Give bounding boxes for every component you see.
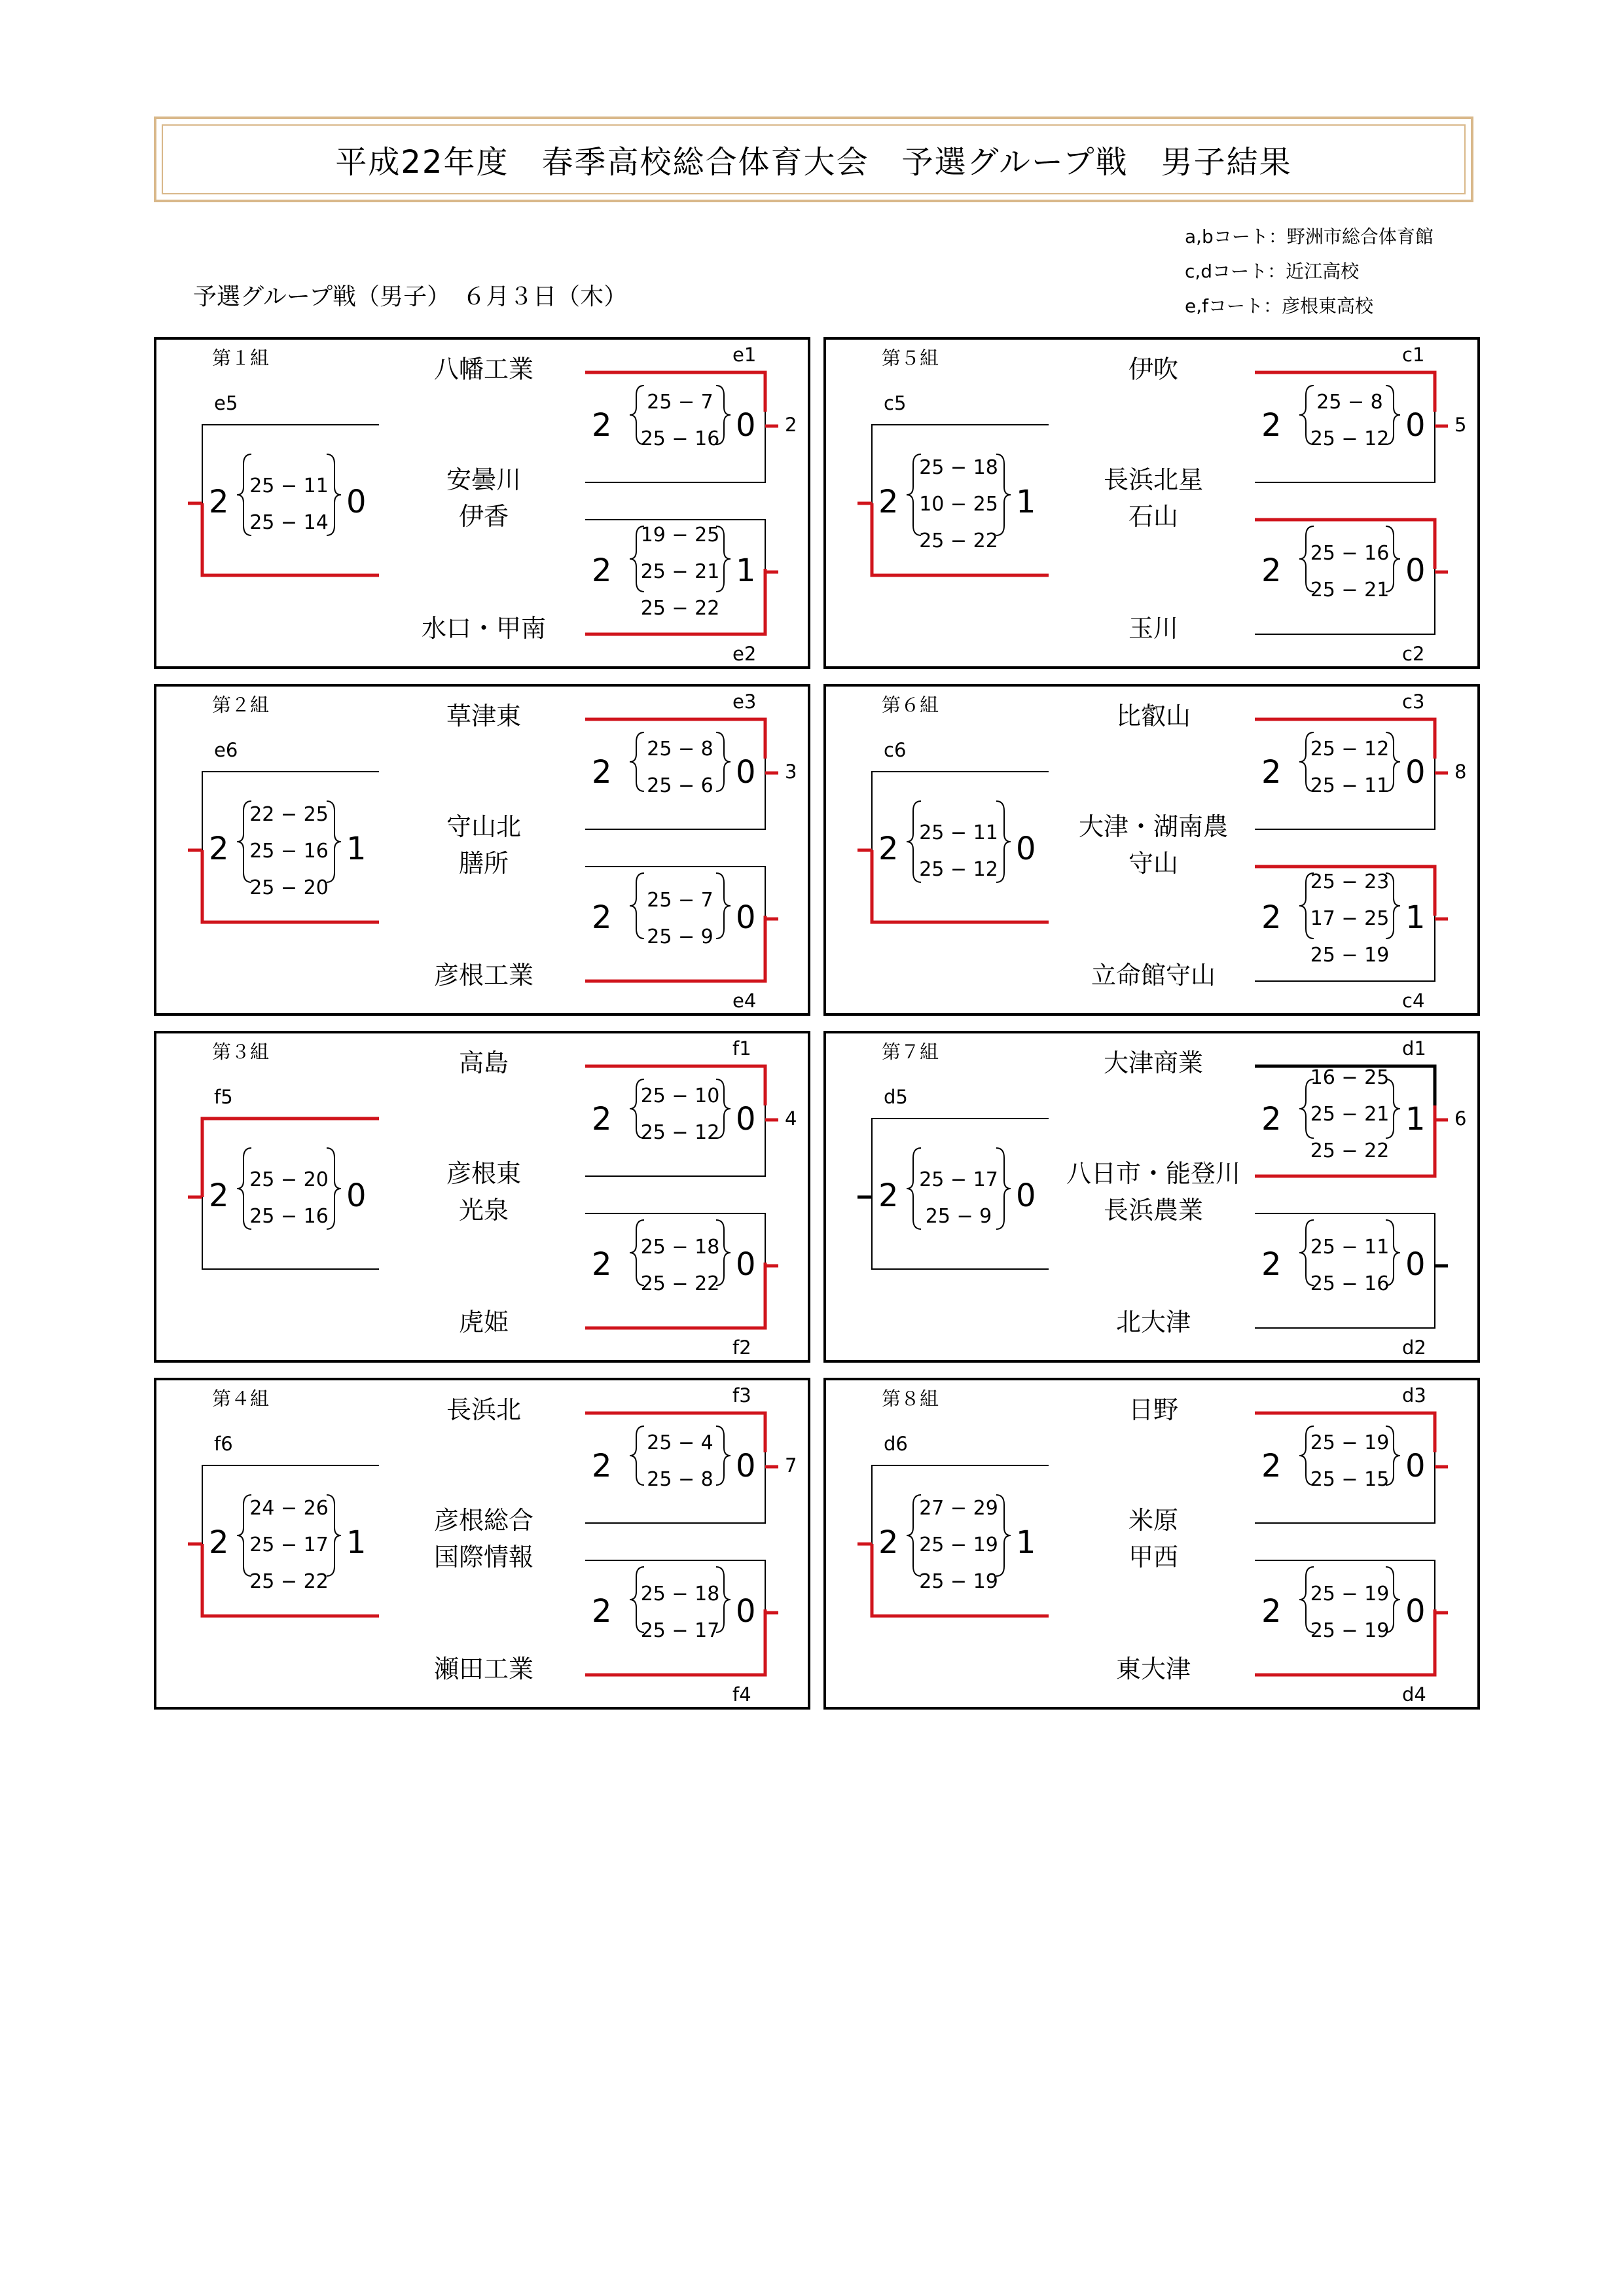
- set-score: 25 − 19: [1310, 944, 1390, 967]
- set-score: 25 − 6: [647, 774, 713, 797]
- team-bottom: 立命館守山: [1091, 961, 1216, 990]
- bottom-match-right-score: 0: [736, 1593, 756, 1630]
- bottom-court-label: e4: [732, 990, 757, 1012]
- final-sets: [921, 799, 996, 904]
- bottom-match-left-score: 2: [1261, 552, 1282, 589]
- top-match-sets: [1310, 1066, 1390, 1162]
- set-score: 25 − 11: [249, 475, 329, 497]
- venue-list: [1185, 219, 1434, 323]
- team-top: 八幡工業: [433, 355, 533, 384]
- group-box: [154, 1378, 810, 1710]
- team-mid1: 安曇川: [446, 465, 521, 494]
- set-score: 25 − 12: [919, 858, 998, 881]
- set-score: 25 − 17: [919, 1168, 998, 1191]
- final-court-label: d6: [884, 1433, 908, 1455]
- top-court-label: d3: [1402, 1384, 1426, 1407]
- group-box: [823, 1031, 1480, 1363]
- set-score: 25 − 9: [647, 925, 713, 948]
- top-court-label: c1: [1402, 344, 1425, 366]
- set-score: 25 − 19: [919, 1534, 998, 1556]
- team-top: 高島: [458, 1049, 509, 1077]
- brace-right-final: [327, 1495, 341, 1576]
- group-box: [154, 337, 810, 669]
- set-score: 22 − 25: [249, 803, 329, 826]
- final-left-score: 2: [878, 1524, 899, 1561]
- bottom-match-right-score: 0: [1405, 1593, 1426, 1630]
- group-name: 第８組: [882, 1388, 939, 1410]
- set-score: 25 − 4: [647, 1431, 713, 1454]
- bottom-match-left-score: 2: [1261, 1246, 1282, 1283]
- top-match-sets: [644, 1425, 716, 1498]
- brace-right-top: [716, 732, 731, 791]
- set-score: 25 − 20: [249, 1168, 329, 1191]
- final-sets: [251, 799, 327, 904]
- set-score: 25 − 14: [249, 511, 329, 534]
- final-court-label: c6: [884, 739, 907, 761]
- group-name: 第１組: [212, 347, 270, 369]
- bottom-match-left-score: 2: [592, 1593, 612, 1630]
- title-box-inner: [162, 124, 1466, 194]
- final-court-label: e6: [214, 739, 238, 761]
- top-match-left-score: 2: [592, 407, 612, 444]
- final-right-score: 0: [346, 484, 367, 520]
- advance-number: 6: [1454, 1107, 1467, 1130]
- final-right-score: 0: [1016, 1177, 1036, 1214]
- group-name: 第２組: [212, 694, 270, 716]
- team-bottom: 北大津: [1115, 1308, 1191, 1336]
- set-score: 17 − 25: [1310, 907, 1390, 930]
- brace-right-final: [327, 1148, 341, 1229]
- bottom-match-right-score: 0: [1405, 1246, 1426, 1283]
- final-sets: [251, 1146, 327, 1251]
- set-score: 25 − 15: [1310, 1468, 1390, 1491]
- set-score: 25 − 17: [640, 1619, 720, 1642]
- bottom-court-label: f2: [732, 1336, 751, 1359]
- set-score: 25 − 8: [1316, 391, 1383, 414]
- advance-number: 3: [785, 761, 797, 783]
- set-score: 25 − 8: [647, 738, 713, 761]
- final-right-score: 1: [346, 1524, 367, 1561]
- top-match-right-score: 0: [736, 1101, 756, 1138]
- set-score: 25 − 21: [1310, 579, 1390, 601]
- top-court-label: e3: [732, 691, 757, 713]
- group-name: 第４組: [212, 1388, 270, 1410]
- group-name: 第５組: [882, 347, 939, 369]
- set-score: 25 − 22: [249, 1570, 329, 1593]
- set-score: 25 − 21: [1310, 1103, 1390, 1126]
- group-box: [823, 337, 1480, 669]
- group-name: 第７組: [882, 1041, 939, 1063]
- team-top: 大津商業: [1103, 1049, 1203, 1077]
- final-right-score: 1: [346, 831, 367, 867]
- team-mid1: 守山北: [446, 812, 521, 841]
- top-court-label: c3: [1402, 691, 1425, 713]
- team-bottom: 東大津: [1115, 1655, 1191, 1683]
- bottom-match-right-score: 0: [736, 1246, 756, 1283]
- final-left-score: 2: [878, 484, 899, 520]
- group-box: [823, 1378, 1480, 1710]
- team-mid1: 米原: [1128, 1506, 1178, 1535]
- bottom-court-label: e2: [732, 643, 757, 665]
- brace-right-final: [327, 454, 341, 535]
- team-mid2: 石山: [1128, 502, 1178, 531]
- final-right-score: 1: [1016, 1524, 1036, 1561]
- top-match-right-score: 0: [736, 407, 756, 444]
- team-mid1: 大津・湖南農: [1078, 812, 1228, 841]
- bottom-match-sets: [640, 1213, 720, 1318]
- bottom-match-sets: [1310, 520, 1390, 624]
- set-score: 25 − 17: [249, 1534, 329, 1556]
- final-court-label: e5: [214, 392, 238, 414]
- bottom-court-label: c2: [1402, 643, 1425, 665]
- bottom-match-sets: [644, 867, 716, 971]
- team-mid1: 八日市・能登川: [1066, 1159, 1240, 1188]
- set-score: 25 − 22: [1310, 1139, 1390, 1162]
- top-court-label: f3: [732, 1384, 751, 1407]
- bottom-match-right-score: 1: [736, 552, 756, 589]
- final-sets: [921, 1493, 996, 1598]
- team-mid1: 彦根総合: [433, 1506, 533, 1535]
- team-top: 伊吹: [1128, 355, 1178, 384]
- set-score: 25 − 10: [640, 1085, 720, 1107]
- top-match-sets: [1310, 1425, 1390, 1498]
- set-score: 25 − 18: [919, 456, 998, 479]
- final-court-label: f5: [214, 1086, 233, 1108]
- final-left-score: 2: [878, 1177, 899, 1214]
- top-match-right-score: 0: [1405, 1448, 1426, 1484]
- group-name: 第６組: [882, 694, 939, 716]
- top-match-left-score: 2: [1261, 407, 1282, 444]
- set-score: 25 − 16: [640, 427, 720, 450]
- venue-ef: e,fコート：彦根東高校: [1185, 295, 1373, 317]
- team-top: 草津東: [446, 702, 521, 730]
- top-match-right-score: 1: [1405, 1101, 1426, 1138]
- final-sets: [921, 1146, 996, 1251]
- bottom-match-left-score: 2: [592, 552, 612, 589]
- bottom-match-left-score: 2: [592, 1246, 612, 1283]
- team-mid2: 甲西: [1128, 1543, 1178, 1571]
- brace-left-top: [630, 732, 644, 791]
- brace-right-bottom: [716, 873, 731, 939]
- bottom-court-label: d4: [1402, 1683, 1426, 1706]
- set-score: 25 − 12: [640, 1121, 720, 1144]
- set-score: 25 − 19: [919, 1570, 998, 1593]
- bottom-match-right-score: 0: [1405, 552, 1426, 589]
- team-bottom: 瀬田工業: [433, 1655, 533, 1683]
- brace-right-final: [996, 454, 1011, 535]
- set-score: 25 − 18: [640, 1583, 720, 1605]
- bottom-match-sets: [1310, 1213, 1390, 1318]
- final-court-label: d5: [884, 1086, 908, 1108]
- set-score: 25 − 8: [647, 1468, 713, 1491]
- group-box: [154, 1031, 810, 1363]
- set-score: 25 − 23: [1310, 870, 1390, 893]
- brace-left-top: [630, 1426, 644, 1485]
- group-box: [823, 684, 1480, 1016]
- bottom-match-left-score: 2: [1261, 1593, 1282, 1630]
- top-match-sets: [1310, 731, 1390, 804]
- top-match-left-score: 2: [1261, 1101, 1282, 1138]
- set-score: 25 − 18: [640, 1236, 720, 1259]
- set-score: 25 − 9: [925, 1205, 992, 1228]
- set-score: 25 − 11: [1310, 1236, 1390, 1259]
- top-match-sets: [640, 384, 720, 457]
- team-bottom: 水口・甲南: [421, 614, 546, 643]
- venue-ab: a,bコート：野洲市総合体育館: [1185, 226, 1434, 247]
- set-score: 10 − 25: [919, 493, 998, 516]
- bottom-match-right-score: 1: [1405, 899, 1426, 936]
- bottom-court-label: d2: [1402, 1336, 1426, 1359]
- advance-number: 5: [1454, 414, 1467, 436]
- final-court-label: f6: [214, 1433, 233, 1455]
- bottom-match-left-score: 2: [592, 899, 612, 936]
- bottom-match-sets: [1310, 1560, 1390, 1665]
- brace-right-top: [716, 1426, 731, 1485]
- final-right-score: 0: [346, 1177, 367, 1214]
- team-mid2: 光泉: [458, 1196, 509, 1225]
- set-score: 25 − 22: [640, 1272, 720, 1295]
- top-match-left-score: 2: [1261, 1448, 1282, 1484]
- final-sets: [251, 1493, 327, 1598]
- brace-right-final: [327, 801, 341, 882]
- set-score: 27 − 29: [919, 1497, 998, 1520]
- team-top: 長浜北: [446, 1395, 521, 1424]
- final-left-score: 2: [878, 831, 899, 867]
- team-bottom: 虎姫: [458, 1308, 509, 1336]
- set-score: 19 − 25: [640, 524, 720, 547]
- top-match-left-score: 2: [592, 1101, 612, 1138]
- top-court-label: d1: [1402, 1037, 1426, 1060]
- set-score: 25 − 21: [640, 560, 720, 583]
- team-bottom: 彦根工業: [433, 961, 533, 990]
- top-court-label: f1: [732, 1037, 751, 1060]
- final-sets: [921, 452, 996, 557]
- final-left-score: 2: [209, 831, 229, 867]
- final-court-label: c5: [884, 392, 907, 414]
- final-right-score: 1: [1016, 484, 1036, 520]
- set-score: 25 − 7: [647, 391, 713, 414]
- group-name: 第３組: [212, 1041, 270, 1063]
- advance-number: 8: [1454, 761, 1467, 783]
- bottom-match-sets: [1310, 867, 1390, 971]
- set-score: 25 − 19: [1310, 1583, 1390, 1605]
- brace-right-final: [996, 801, 1011, 882]
- advance-number: 2: [785, 414, 797, 436]
- set-score: 25 − 12: [1310, 427, 1390, 450]
- bottom-match-left-score: 2: [1261, 899, 1282, 936]
- set-score: 25 − 7: [647, 889, 713, 912]
- top-match-sets: [1310, 384, 1390, 457]
- venue-cd: c,dコート：近江高校: [1185, 260, 1360, 282]
- top-match-left-score: 2: [592, 1448, 612, 1484]
- subtitle: 予選グループ戦（男子） ６月３日（木）: [193, 283, 628, 310]
- top-match-sets: [644, 731, 716, 804]
- set-score: 25 − 16: [1310, 542, 1390, 565]
- team-mid2: 膳所: [458, 849, 509, 878]
- brace-right-final: [996, 1495, 1011, 1576]
- team-mid2: 守山: [1128, 849, 1178, 878]
- top-match-right-score: 0: [1405, 754, 1426, 791]
- page-title: 平成22年度 春季高校総合体育大会 予選グループ戦 男子結果: [335, 144, 1292, 181]
- set-score: 16 − 25: [1310, 1066, 1390, 1089]
- advance-number: 7: [785, 1454, 797, 1477]
- bottom-court-label: f4: [732, 1683, 751, 1706]
- set-score: 24 − 26: [249, 1497, 329, 1520]
- final-left-score: 2: [209, 1524, 229, 1561]
- final-left-score: 2: [209, 1177, 229, 1214]
- team-mid2: 国際情報: [433, 1543, 533, 1571]
- final-sets: [251, 452, 327, 557]
- brace-left-bottom: [630, 873, 644, 939]
- set-score: 25 − 11: [919, 821, 998, 844]
- set-score: 25 − 19: [1310, 1431, 1390, 1454]
- team-top: 比叡山: [1115, 702, 1191, 730]
- bottom-match-sets: [640, 520, 720, 624]
- brace-right-final: [996, 1148, 1011, 1229]
- top-match-right-score: 0: [1405, 407, 1426, 444]
- top-match-right-score: 0: [736, 1448, 756, 1484]
- set-score: 25 − 20: [249, 876, 329, 899]
- top-match-left-score: 2: [592, 754, 612, 791]
- top-match-right-score: 0: [736, 754, 756, 791]
- set-score: 25 − 19: [1310, 1619, 1390, 1642]
- team-mid1: 彦根東: [446, 1159, 521, 1188]
- advance-number: 4: [785, 1107, 797, 1130]
- set-score: 25 − 16: [1310, 1272, 1390, 1295]
- top-match-left-score: 2: [1261, 754, 1282, 791]
- set-score: 25 − 16: [249, 1205, 329, 1228]
- team-top: 日野: [1128, 1395, 1178, 1424]
- final-right-score: 0: [1016, 831, 1036, 867]
- set-score: 25 − 22: [919, 529, 998, 552]
- group-box: [154, 684, 810, 1016]
- top-match-sets: [640, 1078, 720, 1151]
- bottom-court-label: c4: [1402, 990, 1425, 1012]
- bottom-match-right-score: 0: [736, 899, 756, 936]
- team-mid2: 長浜農業: [1103, 1196, 1203, 1225]
- set-score: 25 − 16: [249, 840, 329, 863]
- top-court-label: e1: [732, 344, 757, 366]
- set-score: 25 − 12: [1310, 738, 1390, 761]
- team-bottom: 玉川: [1128, 614, 1178, 643]
- team-mid1: 長浜北星: [1103, 465, 1203, 494]
- team-mid2: 伊香: [458, 502, 509, 531]
- set-score: 25 − 11: [1310, 774, 1390, 797]
- set-score: 25 − 22: [640, 597, 720, 620]
- bottom-match-sets: [640, 1560, 720, 1665]
- final-left-score: 2: [209, 484, 229, 520]
- title-box: [154, 117, 1473, 202]
